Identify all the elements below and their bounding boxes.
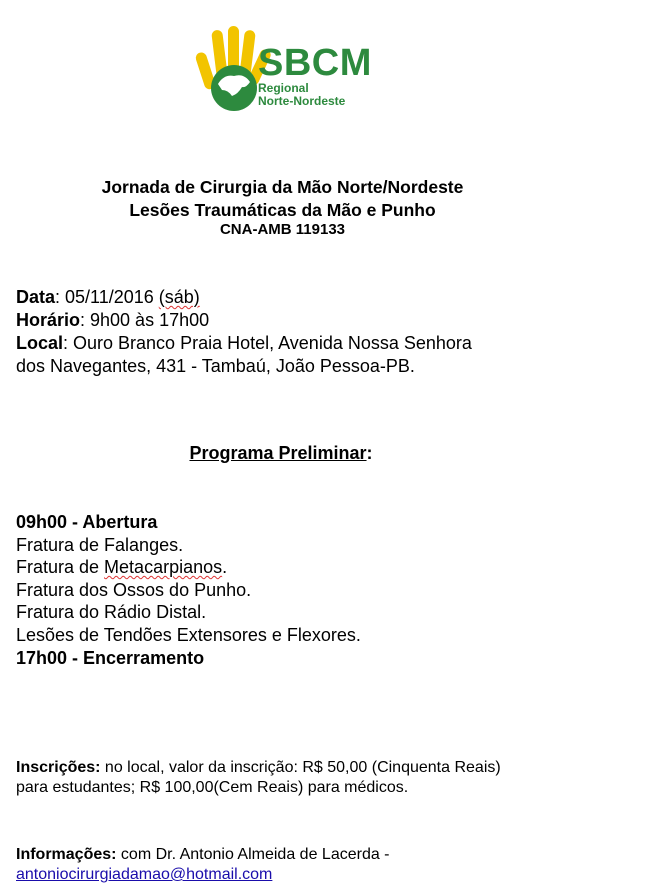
place-line (16, 333, 472, 354)
program-item (16, 557, 227, 578)
event-code: CNA-AMB 119133 (219, 221, 346, 238)
date-line (16, 287, 200, 308)
logo-line2: Norte-Nordeste (258, 94, 346, 108)
time-label: Horário (16, 310, 81, 330)
program-item: Fratura de Falanges. (16, 535, 184, 555)
date-label: Data (16, 287, 56, 307)
event-subtitle: Lesões Traumáticas da Mão e Punho (129, 200, 436, 220)
registration-line (16, 759, 501, 777)
contact-label: Informações: (16, 846, 117, 863)
place-line-2: dos Navegantes, 431 - Tambaú, João Pessoa-PB. (16, 356, 415, 376)
contact-email-link[interactable]: antoniocirurgiadamao@hotmail.com (16, 866, 273, 883)
date-value: : 05/11/2016 (55, 287, 159, 307)
program-item: Fratura do Rádio Distal. (16, 602, 207, 622)
registration-text-1: no local, valor da inscrição: R$ 50,00 (Cinquenta Reais) (100, 759, 501, 776)
program-item: Fratura dos Ossos do Punho. (16, 580, 252, 600)
logo-name: SBCM (258, 42, 372, 84)
program-item-term: Metacarpianos (104, 557, 223, 577)
program-heading-suffix: : (366, 443, 373, 463)
place-value-1: : Ouro Branco Praia Hotel, Avenida Nossa Senhora (63, 333, 472, 353)
program-closing: 17h00 - Encerramento (16, 648, 205, 668)
program-opening: 09h00 - Abertura (16, 512, 158, 532)
program-heading (0, 443, 562, 464)
place-label: Local (16, 333, 64, 353)
event-title: Jornada de Cirurgia da Mão Norte/Nordeste (101, 177, 464, 197)
contact-email-line (16, 866, 272, 884)
date-day: (sáb) (158, 287, 200, 307)
program-heading-text: Programa Preliminar (189, 443, 367, 463)
registration-line-2: para estudantes; R$ 100,00(Cem Reais) para médicos. (16, 779, 409, 796)
contact-line (16, 846, 390, 864)
program-item-prefix: Fratura de (16, 557, 105, 577)
registration-label: Inscrições: (16, 759, 101, 776)
contact-text: com Dr. Antonio Almeida de Lacerda - (116, 846, 390, 863)
logo-line1: Regional (258, 81, 309, 95)
logo-text (258, 44, 372, 108)
time-line (16, 310, 209, 331)
time-value: : 9h00 às 17h00 (80, 310, 210, 330)
program-item-suffix: . (222, 557, 228, 577)
program-item: Lesões de Tendões Extensores e Flexores. (16, 625, 361, 645)
